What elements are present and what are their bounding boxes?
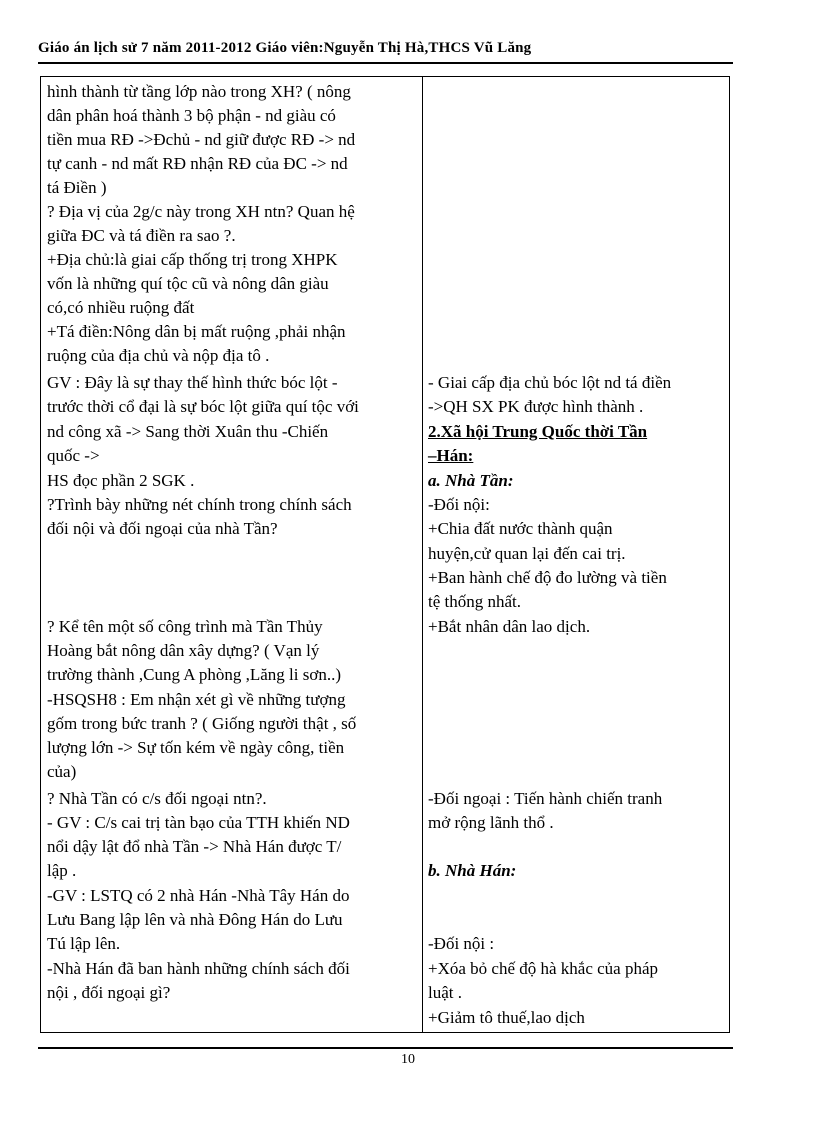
- left-line: tiền mua RĐ ->Đchủ - nd giữ được RĐ -> nd: [47, 130, 356, 149]
- subsection-heading: a. Nhà Tần:: [428, 471, 514, 490]
- left-line: - GV : C/s cai trị tàn bạo của TTH khiến ND: [47, 813, 350, 832]
- left-line: ? Nhà Tần có c/s đối ngoại ntn?.: [47, 789, 267, 808]
- left-line: có,có nhiều ruộng đất: [47, 298, 195, 317]
- right-line: ->QH SX PK được hình thành .: [428, 397, 644, 416]
- header-rule: [38, 62, 733, 64]
- left-line: lượng lớn -> Sự tốn kém về ngày công, tiền: [47, 738, 345, 757]
- left-line: tá Điền ): [47, 178, 107, 197]
- left-line: gốm trong bức tranh ? ( Giống người thật , số: [47, 714, 357, 733]
- right-line: +Xóa bỏ chế độ hà khắc của pháp: [428, 959, 659, 978]
- right-line: -Đối ngoại : Tiến hành chiến tranh: [428, 789, 663, 808]
- right-line: -Đối nội :: [428, 934, 495, 953]
- left-line: vốn là những quí tộc cũ và nông dân giàu: [47, 274, 329, 293]
- left-line: của): [47, 762, 77, 781]
- left-line: trước thời cổ đại là sự bóc lột giữa quí tộc với: [47, 397, 359, 416]
- right-line: - Giai cấp địa chủ bóc lột nd tá điền: [428, 373, 672, 392]
- right-line: +Chia đất nước thành quận: [428, 519, 613, 538]
- right-line: +Giảm tô thuế,lao dịch: [428, 1008, 585, 1027]
- left-line: -Nhà Hán đã ban hành những chính sách đối: [47, 959, 350, 978]
- right-line: luật .: [428, 983, 462, 1002]
- left-line: tự canh - nd mất RĐ nhận RĐ của ĐC -> nd: [47, 154, 348, 173]
- right-line: +Bắt nhân dân lao dịch.: [428, 617, 591, 636]
- right-line: tệ thống nhất.: [428, 592, 522, 611]
- page-number: 10: [401, 1052, 415, 1067]
- left-line: trường thành ,Cung A phòng ,Lăng li sơn..): [47, 665, 341, 684]
- left-line: nd công xã -> Sang thời Xuân thu -Chiến: [47, 422, 329, 441]
- left-line: Hoàng bắt nông dân xây dựng? ( Vạn lý: [47, 641, 320, 660]
- section-heading: 2.Xã hội Trung Quốc thời Tần: [428, 422, 648, 441]
- left-line: đối nội và đối ngoại của nhà Tần?: [47, 519, 278, 538]
- left-line: GV : Đây là sự thay thế hình thức bóc lột -: [47, 373, 338, 392]
- left-line: -GV : LSTQ có 2 nhà Hán -Nhà Tây Hán do: [47, 886, 350, 905]
- section-heading: –Hán:: [428, 446, 474, 465]
- left-line: lập .: [47, 861, 77, 880]
- left-line: HS đọc phần 2 SGK .: [47, 471, 195, 490]
- left-line: dân phân hoá thành 3 bộ phận - nd giàu có: [47, 106, 336, 125]
- left-line: nội , đối ngoại gì?: [47, 983, 171, 1002]
- right-line: -Đối nội:: [428, 495, 490, 514]
- left-line: hình thành từ tầng lớp nào trong XH? ( nông: [47, 82, 351, 101]
- left-line: quốc ->: [47, 446, 100, 465]
- left-line: ?Trình bày những nét chính trong chính sách: [47, 495, 352, 514]
- column-divider: [422, 77, 423, 1032]
- left-line: ruộng của địa chủ và nộp địa tô .: [47, 346, 270, 365]
- page-header: Giáo án lịch sử 7 năm 2011-2012 Giáo viên:Nguyễn Thị Hà,THCS Vũ Lăng: [38, 40, 532, 56]
- left-line: Tú lập lên.: [47, 934, 121, 953]
- left-line: nổi dậy lật đổ nhà Tần -> Nhà Hán được T/: [47, 837, 342, 856]
- right-line: mở rộng lãnh thổ .: [428, 813, 554, 832]
- left-line: -HSQSH8 : Em nhận xét gì về những tượng: [47, 690, 346, 709]
- right-line: huyện,cử quan lại đến cai trị.: [428, 544, 626, 563]
- left-line: +Tá điền:Nông dân bị mất ruộng ,phải nhận: [47, 322, 346, 341]
- left-line: ? Địa vị của 2g/c này trong XH ntn? Quan hệ: [47, 202, 355, 221]
- subsection-heading: b. Nhà Hán:: [428, 861, 517, 880]
- left-line: giữa ĐC và tá điền ra sao ?.: [47, 226, 236, 245]
- lesson-table: [40, 76, 730, 1033]
- left-line: Lưu Bang lập lên và nhà Đông Hán do Lưu: [47, 910, 343, 929]
- left-line: ? Kể tên một số công trình mà Tần Thủy: [47, 617, 323, 636]
- footer-rule: [38, 1047, 733, 1049]
- left-line: +Địa chủ:là giai cấp thống trị trong XHPK: [47, 250, 338, 269]
- right-line: +Ban hành chế độ đo lường và tiền: [428, 568, 667, 587]
